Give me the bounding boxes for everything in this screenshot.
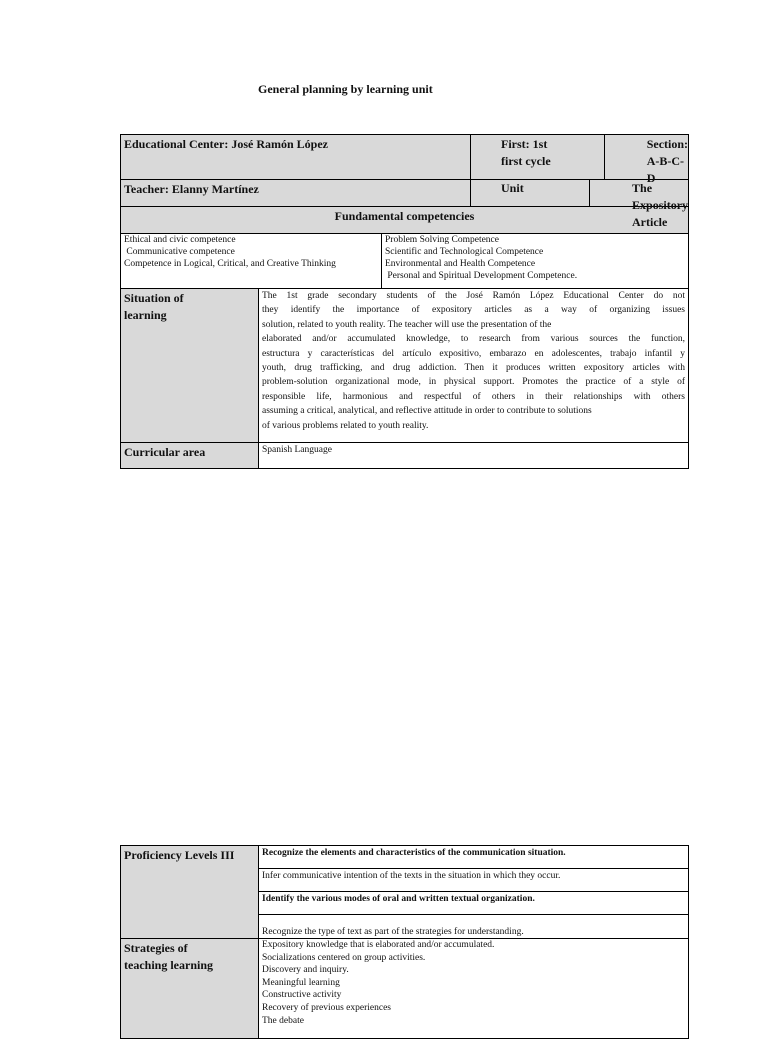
competency-item: Environmental and Health Competence (385, 259, 536, 269)
situation-line: responsible life, harmonious and respectful of others in their relationships with others (262, 391, 686, 402)
strategy-item: Recovery of previous experiences (262, 1002, 391, 1013)
situation-label-line-1: Situation of (124, 291, 184, 305)
situation-line: problem-solution organizational mode, in physical support. Promotes the practice of a style of (262, 377, 686, 388)
situation-description (259, 289, 689, 443)
document-title: General planning by learning unit (258, 82, 433, 96)
competencies-left (121, 234, 382, 288)
unit-label-cell (471, 180, 590, 206)
teacher: Teacher: Elanny Martínez (124, 182, 259, 196)
strategy-item: The debate (262, 1015, 304, 1026)
proficiency-table (120, 845, 689, 1039)
proficiency-label: Proficiency Levels III (124, 848, 235, 862)
situation-line: solution, related to youth reality. The teacher will use the presentation of the (262, 319, 552, 330)
proficiency-level-item (259, 869, 689, 892)
competency-item: Problem Solving Competence (385, 235, 499, 245)
grade-section-cell (471, 135, 689, 185)
curricular-area-value-cell (259, 443, 689, 469)
proficiency-level-item (259, 915, 689, 939)
situation-label-cell (121, 289, 259, 443)
proficiency-level-text: Recognize the elements and characteristics of the communication situation. (262, 848, 566, 858)
situation-line: estructura y características del artículo expositivo, embarazo en adolescentes, trabajo infantil y (262, 348, 686, 359)
unit-title: The Expository Article (632, 181, 689, 229)
strategy-item: Socializations centered on group activities. (262, 952, 426, 963)
situation-line: of various problems related to youth reality. (262, 420, 429, 431)
situation-line: they identify the importance of expository articles as a way of organizing issues (262, 305, 686, 316)
competency-item: Scientific and Technological Competence (385, 247, 544, 257)
unit-label: Unit (501, 181, 524, 195)
unit-row-cell (471, 180, 689, 229)
teacher-cell (121, 180, 471, 207)
section: Section: A-B-C-D (646, 137, 689, 185)
proficiency-level-text: Identify the various modes of oral and written textual organization. (262, 894, 535, 904)
strategy-item: Constructive activity (262, 990, 342, 1001)
strategies-label-line-1: Strategies of (124, 941, 188, 955)
situation-line: youth, drug trafficking, and drug addiction. Then it produces written expository articles with (262, 363, 686, 374)
competency-item: Personal and Spiritual Development Competence. (385, 271, 578, 281)
competencies-heading: Fundamental competencies (334, 209, 475, 223)
educational-center: Educational Center: José Ramón López (124, 137, 328, 151)
situation-line: elaborated and/or accumulated knowledge, to research from various sources the function, (262, 334, 686, 345)
situation-line: assuming a critical, analytical, and reflective attitude in order to contribute to solutions (262, 406, 592, 417)
grade-line-1: First: 1st (501, 137, 548, 151)
strategy-item: Meaningful learning (262, 977, 340, 988)
unit-title-cell (590, 180, 689, 229)
educational-center-cell (121, 135, 471, 180)
competencies-right (382, 234, 688, 288)
grade-line-2: first cycle (501, 154, 551, 168)
competencies-heading-cell (121, 207, 689, 234)
grade-cell (471, 135, 605, 179)
competency-item: Competence in Logical, Critical, and Creative Thinking (124, 259, 336, 269)
proficiency-label-cell (121, 846, 259, 939)
proficiency-level-text: Infer communicative intention of the texts in the situation in which they occur. (262, 871, 561, 881)
proficiency-level-item (259, 892, 689, 915)
curricular-area-label: Curricular area (124, 445, 206, 459)
strategy-item: Discovery and inquiry. (262, 965, 349, 976)
competency-item: Ethical and civic competence (124, 235, 236, 245)
unit-planning-table (120, 134, 689, 469)
curricular-area-value: Spanish Language (262, 445, 332, 455)
strategies-label-line-2: teaching learning (124, 958, 213, 972)
competencies-row (121, 234, 689, 289)
section-cell (605, 135, 689, 185)
proficiency-level-item (259, 846, 689, 869)
curricular-area-label-cell (121, 443, 259, 469)
competency-item: Communicative competence (124, 247, 235, 257)
proficiency-level-text: Recognize the type of text as part of the strategies for understanding. (262, 927, 524, 937)
strategy-item: Expository knowledge that is elaborated and/or accumulated. (262, 940, 495, 950)
situation-label-line-2: learning (124, 308, 167, 322)
situation-line: The 1st grade secondary students of the José Ramón López Educational Center do not (262, 291, 686, 301)
